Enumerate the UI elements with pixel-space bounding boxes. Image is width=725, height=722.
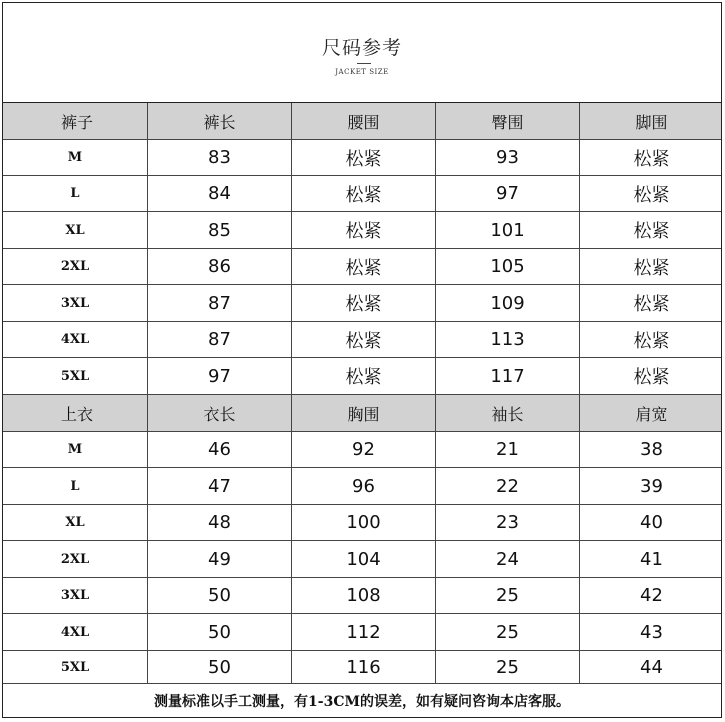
pants-header-row [3,103,721,140]
pants-hip-value: 101 [436,212,580,248]
pants-leg-opening-value: 松紧 [633,184,670,206]
size-label: 3XL [3,578,148,613]
top-sleeve-value: 25 [436,578,580,613]
pants-hip-value: 105 [436,249,580,284]
pants-header-leg-opening: 脚围 [635,112,668,132]
top-header-sleeve: 袖长 [436,395,580,431]
top-row [3,432,721,468]
top-sleeve-value: 25 [436,614,580,650]
pants-length-value: 87 [148,285,292,321]
top-sleeve-value: 21 [436,432,580,467]
pants-header-waist: 腰围 [292,103,436,139]
pants-row [3,322,721,358]
pants-length-value: 97 [148,358,292,394]
top-chest-value: 92 [292,432,436,467]
top-chest-value: 100 [292,505,436,540]
top-length-value: 50 [148,614,292,650]
top-length-value: 46 [148,432,292,467]
size-label: 5XL [3,651,148,683]
pants-leg-opening-value: 松紧 [633,367,670,388]
size-label: 2XL [3,541,148,577]
pants-waist-value: 松紧 [292,140,436,175]
pants-length-value: 87 [148,322,292,357]
pants-length-value: 84 [148,176,292,211]
top-length-value: 47 [148,468,292,504]
pants-row [3,249,721,285]
pants-waist-value: 松紧 [292,285,436,321]
chart-subtitle: JACKET SIZE [335,68,389,76]
pants-length-value: 85 [148,212,292,248]
pants-header-hip: 臀围 [436,103,580,139]
pants-row [3,140,721,176]
pants-waist-value: 松紧 [292,322,436,357]
size-label: M [3,140,148,175]
size-label: 4XL [3,614,148,650]
top-sleeve-value: 24 [436,541,580,577]
top-header-length: 衣长 [148,395,292,431]
title-block [3,3,721,103]
top-row [3,541,721,578]
pants-hip-value: 97 [436,176,580,211]
top-chest-value: 116 [292,651,436,683]
top-sleeve-value: 22 [436,468,580,504]
pants-leg-opening-value: 松紧 [633,148,670,170]
pants-waist-value: 松紧 [292,176,436,211]
pants-hip-value: 109 [436,285,580,321]
pants-leg-opening-value: 松紧 [633,257,670,279]
size-label: L [3,468,148,504]
pants-hip-value: 113 [436,322,580,357]
pants-row [3,285,721,322]
top-header-category: 上衣 [3,395,148,431]
size-label: 2XL [3,249,148,284]
pants-length-value: 83 [148,140,292,175]
top-shoulder-value: 38 [640,439,663,460]
pants-hip-value: 117 [436,358,580,394]
top-header-chest: 胸围 [292,395,436,431]
top-length-value: 49 [148,541,292,577]
top-shoulder-value: 44 [640,656,663,678]
pants-leg-opening-value: 松紧 [633,221,670,242]
top-shoulder-value: 42 [640,585,663,606]
pants-length-value: 86 [148,249,292,284]
top-row [3,578,721,614]
top-row [3,505,721,541]
pants-hip-value: 93 [436,140,580,175]
pants-waist-value: 松紧 [292,212,436,248]
pants-row [3,212,721,249]
top-header-row [3,395,721,432]
pants-leg-opening-value: 松紧 [633,294,670,315]
top-row [3,468,721,505]
top-shoulder-value: 40 [640,512,663,533]
top-chest-value: 108 [292,578,436,613]
top-sleeve-value: 25 [436,651,580,683]
top-length-value: 50 [148,578,292,613]
size-label: 4XL [3,322,148,357]
top-length-value: 50 [148,651,292,683]
size-label: M [3,432,148,467]
top-shoulder-value: 43 [640,621,663,643]
top-shoulder-value: 41 [640,548,663,570]
pants-header-length: 裤长 [148,103,292,139]
chart-title: 尺码参考 [321,37,402,59]
top-row [3,651,721,684]
size-label: XL [3,505,148,540]
top-header-shoulder: 肩宽 [635,404,668,424]
size-chart [2,2,722,718]
size-label: XL [3,212,148,248]
top-shoulder-value: 39 [640,475,663,497]
size-label: 3XL [3,285,148,321]
top-length-value: 48 [148,505,292,540]
pants-row [3,358,721,395]
top-chest-value: 96 [292,468,436,504]
title-divider [357,63,371,64]
pants-leg-opening-value: 松紧 [633,330,670,352]
top-sleeve-value: 23 [436,505,580,540]
size-label: 5XL [3,358,148,394]
top-row [3,614,721,651]
measurement-note: 测量标准以手工测量，有1-3CM的误差，如有疑问咨询本店客服。 [154,693,570,710]
pants-header-category: 裤子 [3,103,148,139]
top-chest-value: 104 [292,541,436,577]
pants-row [3,176,721,212]
top-chest-value: 112 [292,614,436,650]
pants-waist-value: 松紧 [292,358,436,394]
size-label: L [3,176,148,211]
pants-waist-value: 松紧 [292,249,436,284]
